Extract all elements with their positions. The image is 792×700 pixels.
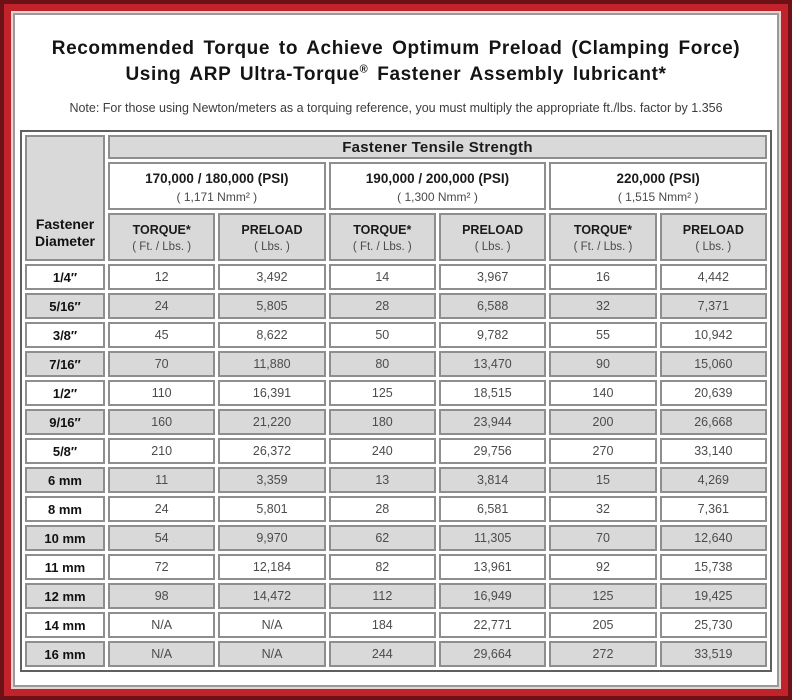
preload-cell: 12,640 [660, 525, 767, 551]
torque-cell: 28 [329, 496, 436, 522]
torque-cell: 205 [549, 612, 656, 638]
torque-cell: 11 [108, 467, 215, 493]
table-row [25, 438, 767, 464]
preload-cell: 26,372 [218, 438, 325, 464]
preload-cell: 26,668 [660, 409, 767, 435]
preload-column-units: ( Lbs. ) [254, 241, 290, 253]
torque-cell: 140 [549, 380, 656, 406]
preload-cell: 13,470 [439, 351, 546, 377]
preload-cell: 10,942 [660, 322, 767, 348]
torque-cell: 54 [108, 525, 215, 551]
preload-cell: 5,805 [218, 293, 325, 319]
preload-cell: 4,269 [660, 467, 767, 493]
diameter-cell: 11 mm [25, 554, 105, 580]
preload-cell: 3,967 [439, 264, 546, 290]
preload-column-header [660, 213, 767, 261]
table-row [25, 264, 767, 290]
nmm-rating-label: ( 1,300 Nmm² ) [397, 189, 478, 204]
torque-cell: 270 [549, 438, 656, 464]
preload-cell: 29,756 [439, 438, 546, 464]
diameter-cell: 8 mm [25, 496, 105, 522]
preload-cell: N/A [218, 612, 325, 638]
torque-cell: 184 [329, 612, 436, 638]
torque-cell: 90 [549, 351, 656, 377]
preload-cell: 29,664 [439, 641, 546, 667]
table-row [25, 380, 767, 406]
preload-cell: 11,880 [218, 351, 325, 377]
preload-cell: 16,949 [439, 583, 546, 609]
preload-cell: 9,782 [439, 322, 546, 348]
table-row [25, 554, 767, 580]
nmm-rating-label: ( 1,171 Nmm² ) [176, 189, 258, 204]
preload-cell: 14,472 [218, 583, 325, 609]
torque-cell: 15 [549, 467, 656, 493]
table-row [25, 467, 767, 493]
preload-column-header [218, 213, 325, 261]
torque-cell: 16 [549, 264, 656, 290]
diameter-cell: 5/16″ [25, 293, 105, 319]
preload-cell: 9,970 [218, 525, 325, 551]
tensile-strength-header: Fastener Tensile Strength [108, 135, 767, 159]
preload-cell: 5,801 [218, 496, 325, 522]
table-row [25, 525, 767, 551]
preload-column-units: ( Lbs. ) [695, 241, 732, 253]
torque-cell: 82 [329, 554, 436, 580]
table-row [25, 612, 767, 638]
torque-cell: 112 [329, 583, 436, 609]
preload-cell: 19,425 [660, 583, 767, 609]
preload-cell: 4,442 [660, 264, 767, 290]
torque-cell: 70 [108, 351, 215, 377]
preload-cell: 22,771 [439, 612, 546, 638]
diameter-cell: 9/16″ [25, 409, 105, 435]
preload-cell: 15,060 [660, 351, 767, 377]
torque-column-label: TORQUE* [132, 223, 191, 237]
torque-column-label: TORQUE* [573, 223, 633, 237]
table-row [25, 351, 767, 377]
torque-cell: 45 [108, 322, 215, 348]
diameter-cell: 1/2″ [25, 380, 105, 406]
diameter-cell: 14 mm [25, 612, 105, 638]
nmm-rating-label: ( 1,515 Nmm² ) [617, 189, 699, 204]
torque-cell: 125 [329, 380, 436, 406]
torque-cell: 32 [549, 496, 656, 522]
torque-cell: 110 [108, 380, 215, 406]
torque-column-units: ( Ft. / Lbs. ) [352, 241, 412, 253]
tensile-strength-header-row [25, 135, 767, 159]
torque-column-header [329, 213, 436, 261]
torque-cell: N/A [108, 612, 215, 638]
torque-cell: 244 [329, 641, 436, 667]
preload-cell: 23,944 [439, 409, 546, 435]
note-text: Note: For those using Newton/meters as a torquing reference, you must multiply the appropriate ft./lbs. factor by 1.356 [69, 101, 723, 115]
diameter-cell: 7/16″ [25, 351, 105, 377]
psi-group-cell-220 [549, 162, 767, 210]
psi-rating-label: 220,000 (PSI) [616, 170, 700, 186]
table-row [25, 583, 767, 609]
preload-cell: 7,361 [660, 496, 767, 522]
torque-cell: 72 [108, 554, 215, 580]
preload-cell: 13,961 [439, 554, 546, 580]
diameter-cell: 5/8″ [25, 438, 105, 464]
torque-preload-table [20, 130, 772, 672]
registered-trademark-symbol: ® [359, 63, 369, 76]
table-row [25, 496, 767, 522]
column-header-row [25, 213, 767, 261]
diameter-cell: 10 mm [25, 525, 105, 551]
preload-column-label: PRELOAD [241, 223, 303, 237]
document-page [13, 13, 779, 687]
preload-cell: 12,184 [218, 554, 325, 580]
preload-cell: 7,371 [660, 293, 767, 319]
diameter-cell: 16 mm [25, 641, 105, 667]
preload-cell: 3,359 [218, 467, 325, 493]
preload-cell: 3,814 [439, 467, 546, 493]
page-title [23, 36, 769, 88]
preload-column-label: PRELOAD [462, 223, 524, 237]
torque-column-header [549, 213, 656, 261]
diameter-cell: 12 mm [25, 583, 105, 609]
torque-cell: 125 [549, 583, 656, 609]
preload-cell: 33,519 [660, 641, 767, 667]
psi-group-cell-170-180 [108, 162, 326, 210]
preload-cell: 20,639 [660, 380, 767, 406]
preload-cell: 8,622 [218, 322, 325, 348]
diameter-cell: 6 mm [25, 467, 105, 493]
fastener-diameter-label-line1: Fastener [35, 216, 95, 232]
torque-cell: 240 [329, 438, 436, 464]
title-line-2-end: Fastener Assembly lubricant* [368, 64, 667, 85]
preload-cell: 33,140 [660, 438, 767, 464]
torque-cell: 160 [108, 409, 215, 435]
preload-cell: 6,588 [439, 293, 546, 319]
torque-cell: 28 [329, 293, 436, 319]
torque-cell: 13 [329, 467, 436, 493]
torque-cell: 210 [108, 438, 215, 464]
torque-cell: 50 [329, 322, 436, 348]
torque-cell: 55 [549, 322, 656, 348]
preload-cell: 21,220 [218, 409, 325, 435]
torque-column-header [108, 213, 215, 261]
preload-cell: 16,391 [218, 380, 325, 406]
preload-column-header [439, 213, 546, 261]
torque-cell: 180 [329, 409, 436, 435]
psi-group-header-row [25, 162, 767, 210]
preload-cell: 6,581 [439, 496, 546, 522]
torque-cell: 12 [108, 264, 215, 290]
torque-column-units: ( Ft. / Lbs. ) [573, 241, 633, 253]
torque-cell: 98 [108, 583, 215, 609]
torque-cell: 92 [549, 554, 656, 580]
psi-rating-label: 190,000 / 200,000 (PSI) [365, 170, 510, 186]
torque-cell: 32 [549, 293, 656, 319]
diameter-cell: 1/4″ [25, 264, 105, 290]
torque-cell: 272 [549, 641, 656, 667]
preload-column-units: ( Lbs. ) [474, 241, 511, 253]
torque-column-label: TORQUE* [353, 223, 412, 237]
preload-cell: 15,738 [660, 554, 767, 580]
title-line-2: Using ARP Ultra-Torque [125, 64, 360, 85]
psi-group-cell-190-200 [329, 162, 547, 210]
preload-column-label: PRELOAD [682, 223, 744, 237]
fastener-diameter-header-cell [25, 135, 105, 261]
preload-cell: 25,730 [660, 612, 767, 638]
torque-cell: 24 [108, 496, 215, 522]
preload-cell: 11,305 [439, 525, 546, 551]
table-row [25, 409, 767, 435]
torque-cell: 24 [108, 293, 215, 319]
torque-column-units: ( Ft. / Lbs. ) [132, 241, 192, 253]
table-row [25, 322, 767, 348]
torque-cell: 70 [549, 525, 656, 551]
title-line-1: Recommended Torque to Achieve Optimum Preload (Clamping Force) [51, 38, 741, 59]
preload-cell: 18,515 [439, 380, 546, 406]
preload-cell: 3,492 [218, 264, 325, 290]
torque-cell: 14 [329, 264, 436, 290]
table-row [25, 641, 767, 667]
diameter-cell: 3/8″ [25, 322, 105, 348]
fastener-diameter-label-line2: Diameter [35, 233, 95, 249]
table-row [25, 293, 767, 319]
torque-cell: N/A [108, 641, 215, 667]
preload-cell: N/A [218, 641, 325, 667]
torque-cell: 62 [329, 525, 436, 551]
psi-rating-label: 170,000 / 180,000 (PSI) [145, 170, 289, 186]
torque-cell: 80 [329, 351, 436, 377]
torque-cell: 200 [549, 409, 656, 435]
